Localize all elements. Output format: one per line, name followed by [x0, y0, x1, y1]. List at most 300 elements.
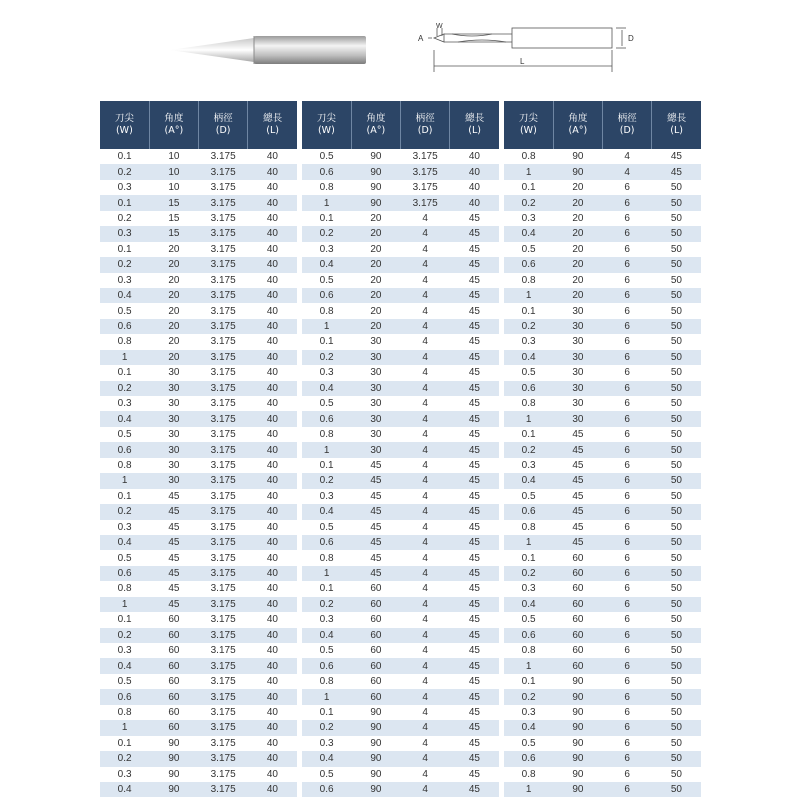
table-cell: 3.175 [199, 705, 248, 720]
table-row [504, 782, 701, 797]
table-cell: 0.6 [504, 628, 553, 643]
table-cell: 50 [652, 520, 701, 535]
table-cell: 20 [553, 195, 602, 210]
table-cell: 6 [603, 489, 652, 504]
table-row [504, 550, 701, 565]
table-cell: 20 [351, 273, 400, 288]
table-row [504, 720, 701, 735]
table-row [100, 535, 297, 550]
table-cell: 60 [351, 612, 400, 627]
table-cell: 0.3 [504, 334, 553, 349]
table-cell: 3.175 [199, 458, 248, 473]
table-cell: 60 [351, 674, 400, 689]
table-cell: 0.1 [100, 365, 149, 380]
table-cell: 4 [401, 658, 450, 673]
table-cell: 0.8 [504, 767, 553, 782]
table-cell: 0.2 [302, 350, 351, 365]
table-cell: 0.1 [100, 612, 149, 627]
table-row [100, 674, 297, 689]
table-cell: 30 [351, 334, 400, 349]
table-cell: 4 [401, 334, 450, 349]
table-cell: 1 [302, 195, 351, 210]
table-cell: 45 [553, 458, 602, 473]
table-cell: 30 [149, 427, 198, 442]
table-row [504, 427, 701, 442]
table-cell: 3.175 [199, 411, 248, 426]
table-cell: 4 [401, 242, 450, 257]
table-cell: 0.4 [302, 257, 351, 272]
table-row [100, 211, 297, 226]
table-cell: 40 [248, 612, 297, 627]
table-cell: 1 [504, 411, 553, 426]
table-cell: 40 [450, 164, 499, 179]
table-cell: 40 [248, 720, 297, 735]
table-cell: 30 [351, 396, 400, 411]
table-cell: 3.175 [199, 149, 248, 164]
table-row [100, 411, 297, 426]
table-cell: 0.8 [504, 149, 553, 164]
table-cell: 3.175 [199, 242, 248, 257]
table-cell: 0.3 [504, 581, 553, 596]
table-row [100, 720, 297, 735]
table-cell: 40 [248, 566, 297, 581]
table-cell: 0.8 [100, 581, 149, 596]
table-cell: 45 [450, 350, 499, 365]
table-cell: 40 [248, 597, 297, 612]
table-row [504, 489, 701, 504]
table-cell: 90 [351, 782, 400, 797]
table-cell: 20 [149, 334, 198, 349]
table-cell: 40 [248, 751, 297, 766]
table-row [302, 674, 499, 689]
table-cell: 3.175 [199, 612, 248, 627]
table-cell: 3.175 [199, 396, 248, 411]
table-cell: 45 [450, 535, 499, 550]
table-cell: 3.175 [199, 550, 248, 565]
table-cell: 4 [401, 751, 450, 766]
table-cell: 45 [450, 242, 499, 257]
table-row [100, 257, 297, 272]
table-cell: 6 [603, 427, 652, 442]
table-cell: 40 [248, 705, 297, 720]
table-cell: 20 [149, 319, 198, 334]
table-row [302, 535, 499, 550]
table-row [100, 381, 297, 396]
table-cell: 45 [450, 767, 499, 782]
table-cell: 1 [302, 319, 351, 334]
diagram-label-l: L [520, 57, 525, 66]
table-cell: 0.2 [100, 504, 149, 519]
table-cell: 30 [351, 442, 400, 457]
table-row [504, 350, 701, 365]
table-cell: 3.175 [199, 273, 248, 288]
table-row [504, 334, 701, 349]
table-cell: 20 [149, 303, 198, 318]
table-cell: 45 [450, 612, 499, 627]
table-cell: 30 [149, 396, 198, 411]
table-row [504, 612, 701, 627]
table-cell: 60 [149, 674, 198, 689]
table-row [504, 257, 701, 272]
table-cell: 3.175 [199, 628, 248, 643]
table-cell: 20 [553, 242, 602, 257]
table-row [302, 180, 499, 195]
table-cell: 4 [603, 164, 652, 179]
table-row [504, 658, 701, 673]
table-cell: 6 [603, 242, 652, 257]
table-row [504, 149, 701, 164]
table-cell: 0.3 [504, 705, 553, 720]
table-cell: 90 [553, 705, 602, 720]
table-cell: 15 [149, 211, 198, 226]
table-cell: 0.1 [504, 674, 553, 689]
table-cell: 50 [652, 658, 701, 673]
table-cell: 0.2 [504, 689, 553, 704]
table-cell: 45 [450, 334, 499, 349]
table-cell: 0.1 [302, 705, 351, 720]
table-row [302, 581, 499, 596]
table-row [100, 643, 297, 658]
table-cell: 30 [553, 303, 602, 318]
table-cell: 20 [553, 226, 602, 241]
table-row [504, 736, 701, 751]
table-cell: 0.3 [100, 180, 149, 195]
table-cell: 45 [450, 658, 499, 673]
table-cell: 3.175 [401, 149, 450, 164]
table-cell: 20 [351, 303, 400, 318]
table-cell: 30 [149, 381, 198, 396]
table-cell: 40 [450, 149, 499, 164]
table-row [100, 365, 297, 380]
table-cell: 20 [351, 288, 400, 303]
table-cell: 90 [351, 751, 400, 766]
table-cell: 40 [248, 782, 297, 797]
table-cell: 90 [553, 164, 602, 179]
table-cell: 45 [351, 458, 400, 473]
table-cell: 0.4 [100, 288, 149, 303]
table-cell: 3.175 [199, 257, 248, 272]
table-cell: 3.175 [199, 674, 248, 689]
table-cell: 10 [149, 180, 198, 195]
table-row [504, 381, 701, 396]
table-cell: 4 [401, 411, 450, 426]
column-header-label: 角度 [366, 113, 386, 124]
table-cell: 6 [603, 334, 652, 349]
table-cell: 3.175 [199, 365, 248, 380]
table-cell: 1 [504, 535, 553, 550]
table-row [504, 458, 701, 473]
table-cell: 0.8 [302, 674, 351, 689]
table-cell: 3.175 [199, 381, 248, 396]
column-header-symbol: (W) [519, 125, 537, 136]
table-cell: 45 [351, 520, 400, 535]
table-row [100, 581, 297, 596]
table-row [504, 164, 701, 179]
table-cell: 6 [603, 180, 652, 195]
table-cell: 3.175 [199, 473, 248, 488]
table-cell: 4 [401, 273, 450, 288]
table-cell: 50 [652, 566, 701, 581]
table-row [504, 319, 701, 334]
table-cell: 40 [248, 473, 297, 488]
table-row [302, 396, 499, 411]
table-cell: 50 [652, 288, 701, 303]
table-cell: 0.4 [504, 597, 553, 612]
table-cell: 0.8 [302, 550, 351, 565]
table-cell: 3.175 [199, 566, 248, 581]
table-cell: 0.8 [302, 303, 351, 318]
table-row [302, 566, 499, 581]
table-cell: 90 [553, 689, 602, 704]
table-cell: 40 [248, 643, 297, 658]
table-cell: 3.175 [199, 350, 248, 365]
table-cell: 6 [603, 612, 652, 627]
table-cell: 3.175 [199, 597, 248, 612]
table-cell: 0.2 [100, 257, 149, 272]
table-cell: 40 [248, 211, 297, 226]
table-cell: 30 [149, 458, 198, 473]
table-row [100, 566, 297, 581]
table-cell: 0.8 [302, 180, 351, 195]
table-cell: 4 [603, 149, 652, 164]
table-cell: 0.8 [504, 273, 553, 288]
table-cell: 20 [553, 288, 602, 303]
table-cell: 6 [603, 535, 652, 550]
table-cell: 20 [351, 242, 400, 257]
table-cell: 60 [149, 643, 198, 658]
table-row [302, 211, 499, 226]
table-row [504, 566, 701, 581]
table-cell: 40 [248, 319, 297, 334]
table-cell: 45 [553, 489, 602, 504]
table-cell: 0.1 [504, 550, 553, 565]
table-row [504, 689, 701, 704]
table-cell: 6 [603, 736, 652, 751]
table-cell: 50 [652, 273, 701, 288]
table-cell: 3.175 [199, 643, 248, 658]
table-row [302, 612, 499, 627]
table-cell: 0.5 [100, 674, 149, 689]
table-cell: 3.175 [199, 489, 248, 504]
table-cell: 4 [401, 303, 450, 318]
table-cell: 6 [603, 381, 652, 396]
table-cell: 0.5 [100, 303, 149, 318]
table-cell: 90 [553, 736, 602, 751]
table-cell: 45 [450, 504, 499, 519]
table-cell: 45 [450, 720, 499, 735]
table-cell: 45 [553, 473, 602, 488]
table-cell: 1 [504, 658, 553, 673]
table-cell: 4 [401, 489, 450, 504]
table-cell: 4 [401, 504, 450, 519]
table-cell: 0.5 [302, 643, 351, 658]
column-header-label: 刀尖 [114, 113, 134, 124]
table-cell: 20 [351, 211, 400, 226]
table-cell: 50 [652, 303, 701, 318]
table-cell: 3.175 [199, 334, 248, 349]
table-cell: 0.6 [100, 442, 149, 457]
table-row [302, 334, 499, 349]
table-cell: 45 [553, 504, 602, 519]
table-cell: 6 [603, 319, 652, 334]
table-row [302, 257, 499, 272]
table-row [302, 643, 499, 658]
table-row [100, 612, 297, 627]
table-cell: 0.4 [100, 782, 149, 797]
table-row [100, 319, 297, 334]
table-cell: 3.175 [199, 504, 248, 519]
table-row [100, 427, 297, 442]
table-cell: 40 [248, 195, 297, 210]
table-cell: 6 [603, 288, 652, 303]
table-cell: 3.175 [401, 164, 450, 179]
table-header-row [302, 101, 499, 149]
table-cell: 4 [401, 550, 450, 565]
table-cell: 4 [401, 350, 450, 365]
table-cell: 20 [149, 257, 198, 272]
table-cell: 0.1 [100, 736, 149, 751]
table-cell: 40 [248, 226, 297, 241]
table-cell: 45 [450, 442, 499, 457]
table-row [302, 751, 499, 766]
table-cell: 0.1 [504, 427, 553, 442]
table-cell: 30 [149, 473, 198, 488]
table-cell: 50 [652, 550, 701, 565]
table-cell: 1 [504, 164, 553, 179]
table-cell: 40 [248, 149, 297, 164]
table-cell: 45 [450, 257, 499, 272]
table-row [504, 288, 701, 303]
table-cell: 0.3 [302, 242, 351, 257]
table-cell: 0.5 [302, 149, 351, 164]
table-row [100, 504, 297, 519]
table-cell: 50 [652, 442, 701, 457]
table-cell: 45 [450, 597, 499, 612]
table-row [302, 520, 499, 535]
table-row [302, 350, 499, 365]
table-cell: 90 [351, 164, 400, 179]
table-row [302, 782, 499, 797]
table-row [302, 504, 499, 519]
table-cell: 50 [652, 319, 701, 334]
table-cell: 50 [652, 751, 701, 766]
column-header-label: 總長 [263, 113, 283, 124]
table-cell: 0.5 [504, 612, 553, 627]
column-header-symbol: (W) [115, 125, 133, 136]
table-cell: 0.2 [302, 720, 351, 735]
table-cell: 20 [149, 242, 198, 257]
table-cell: 45 [450, 628, 499, 643]
table-cell: 4 [401, 257, 450, 272]
table-cell: 30 [553, 350, 602, 365]
table-cell: 40 [248, 350, 297, 365]
table-cell: 0.4 [504, 720, 553, 735]
table-row [100, 350, 297, 365]
column-header-label: 總長 [465, 113, 485, 124]
table-cell: 50 [652, 396, 701, 411]
table-row [504, 273, 701, 288]
table-cell: 0.3 [100, 396, 149, 411]
table-cell: 50 [652, 242, 701, 257]
table-cell: 90 [351, 767, 400, 782]
table-cell: 50 [652, 411, 701, 426]
table-row [302, 381, 499, 396]
table-cell: 45 [450, 365, 499, 380]
table-cell: 40 [248, 550, 297, 565]
table-cell: 4 [401, 597, 450, 612]
table-cell: 40 [248, 689, 297, 704]
column-header [248, 101, 297, 149]
table-cell: 0.4 [100, 658, 149, 673]
column-header-symbol: (D) [417, 125, 433, 136]
table-cell: 40 [248, 581, 297, 596]
table-cell: 60 [149, 658, 198, 673]
table-cell: 1 [302, 689, 351, 704]
table-cell: 6 [603, 226, 652, 241]
table-cell: 45 [149, 550, 198, 565]
table-row [302, 628, 499, 643]
table-cell: 0.1 [302, 211, 351, 226]
table-cell: 1 [100, 597, 149, 612]
table-cell: 40 [248, 257, 297, 272]
table-cell: 6 [603, 643, 652, 658]
table-cell: 0.8 [302, 427, 351, 442]
table-cell: 3.175 [199, 720, 248, 735]
table-row [302, 273, 499, 288]
table-cell: 0.4 [100, 535, 149, 550]
table-cell: 45 [450, 273, 499, 288]
table-cell: 40 [248, 427, 297, 442]
table-cell: 40 [248, 365, 297, 380]
table-cell: 50 [652, 689, 701, 704]
table-cell: 90 [149, 767, 198, 782]
table-cell: 40 [248, 180, 297, 195]
table-cell: 0.3 [504, 458, 553, 473]
table-cell: 30 [553, 396, 602, 411]
table-row [504, 365, 701, 380]
table-cell: 90 [351, 705, 400, 720]
table-row [504, 180, 701, 195]
column-header-label: 柄徑 [415, 113, 435, 124]
table-row [302, 242, 499, 257]
table-cell: 0.3 [100, 226, 149, 241]
diagram-label-w: W [436, 23, 443, 30]
table-cell: 3.175 [199, 319, 248, 334]
table-cell: 40 [248, 381, 297, 396]
table-cell: 0.2 [302, 226, 351, 241]
table-row [100, 288, 297, 303]
table-cell: 0.5 [504, 365, 553, 380]
table-cell: 0.5 [302, 520, 351, 535]
table-cell: 40 [248, 504, 297, 519]
table-cell: 3.175 [199, 535, 248, 550]
table-cell: 0.2 [302, 473, 351, 488]
table-row [302, 658, 499, 673]
table-cell: 40 [450, 180, 499, 195]
table-cell: 0.4 [504, 350, 553, 365]
table-row [302, 303, 499, 318]
table-cell: 0.8 [504, 520, 553, 535]
table-row [504, 242, 701, 257]
table-cell: 0.2 [504, 319, 553, 334]
column-header-symbol: (L) [468, 125, 481, 136]
table-cell: 6 [603, 411, 652, 426]
table-cell: 0.1 [100, 195, 149, 210]
table-cell: 30 [149, 365, 198, 380]
table-cell: 60 [553, 612, 602, 627]
table-cell: 45 [450, 396, 499, 411]
table-cell: 3.175 [401, 195, 450, 210]
